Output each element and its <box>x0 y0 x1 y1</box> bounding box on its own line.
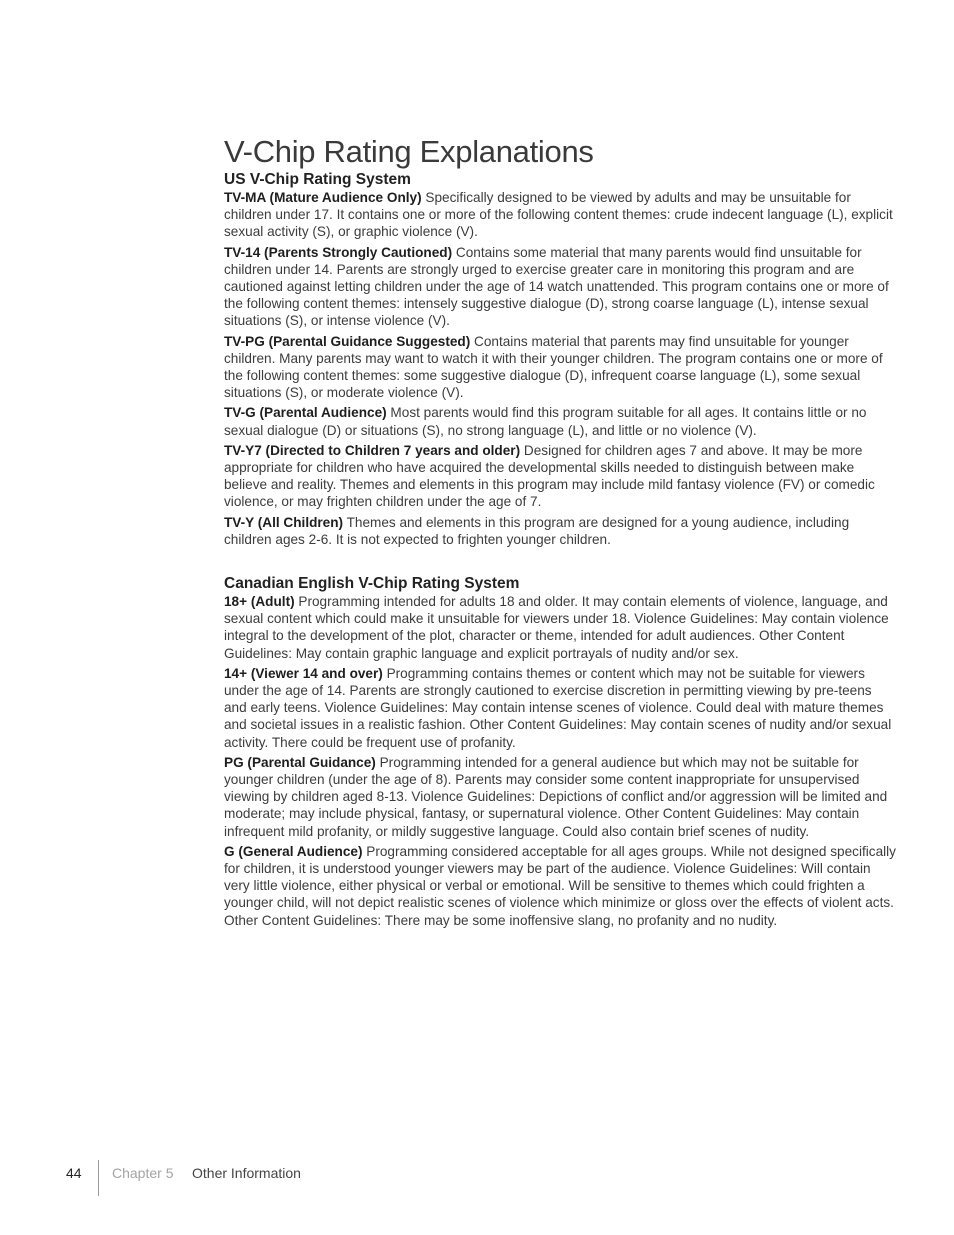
rating-description: Most parents would find this program suitable for all ages. It contains little or no sexual dialogue (D) or situations (S), no strong language (L), and little or no violence (V). <box>224 405 867 438</box>
rating-entry-14-plus <box>224 665 898 751</box>
rating-term: PG (Parental Guidance) <box>224 754 376 770</box>
page-footer <box>0 1160 954 1198</box>
rating-entry-tv-pg <box>224 333 898 402</box>
rating-term: G (General Audience) <box>224 843 363 859</box>
page-title: V-Chip Rating Explanations <box>224 134 594 169</box>
rating-entry-tv-14 <box>224 244 898 330</box>
rating-term: TV-MA (Mature Audience Only) <box>224 190 422 205</box>
us-rating-section <box>224 171 898 551</box>
rating-description: Contains material that parents may find unsuitable for younger children. Many parents may want to watch it with their younger children. The program contains one or more of the following content themes: some suggestive dialogue (D), infrequent coarse language (L), some sexual situations (S), or moderate violence (V). <box>224 333 883 401</box>
rating-entry-18-plus <box>224 593 898 662</box>
rating-term: 14+ (Viewer 14 and over) <box>224 665 383 681</box>
rating-description: Programming intended for a general audience but which may not be suitable for younger children (under the age of 8). Parents may consider some content inappropriate for unsupervised viewing by children aged 8-13. Violence Guidelines: Depictions of conflict and/or aggression will be limited and moderate; may include physical, fantasy, or supernatural violence. Other Content Guidelines: May contain infrequent mild profanity, or mildly suggestive language. Could also contain brief scenes of nudity. <box>224 754 888 839</box>
canadian-section-heading: Canadian English V-Chip Rating System <box>224 575 520 592</box>
rating-term: 18+ (Adult) <box>224 594 295 609</box>
rating-description: Specifically designed to be viewed by adults and may be unsuitable for children under 17. It contains one or more of the following content themes: crude indecent language (L), explicit sexual activity (S), or graphic violence (V). <box>224 190 893 240</box>
rating-term: TV-G (Parental Audience) <box>224 405 387 421</box>
rating-description: Programming contains themes or content which may not be suitable for viewers under the age of 14. Parents are strongly cautioned to exercise discretion in permitting viewing by pre-teens and early teens. Violence Guidelines: May contain intense scenes of violence. Could deal with mature themes and societal issues in a realistic fashion. Other Content Guidelines: May contain scenes of nudity and/or sexual activity. There could be frequent use of profanity. <box>224 665 892 750</box>
chapter-label: Chapter 5 <box>112 1165 174 1181</box>
rating-entry-tv-y7 <box>224 442 898 511</box>
page-number: 44 <box>66 1165 82 1181</box>
rating-description: Contains some material that many parents would find unsuitable for children under 14. Parents are strongly urged to exercise greater care in monitoring this program and are cautioned against letting children under the age of 14 watch unattended. This program contains one or more of the following content themes: intensely suggestive dialogue (D), strong coarse language (L), intense sexual situations (S), or intense violence (V). <box>224 244 889 329</box>
rating-description: Programming considered acceptable for all ages groups. While not designed specifically for children, it is understood younger viewers may be part of the audience. Violence Guidelines: Will contain very little violence, either physical or verbal or emotional. Will be sensitive to themes which could frighten a younger child, will not depict realistic scenes of violence which minimize or gloss over the effects of violent acts. Other Content Guidelines: There may be some inoffensive slang, no profanity and no nudity. <box>224 843 896 928</box>
rating-entry-tv-ma <box>224 189 898 241</box>
rating-description: Programming intended for adults 18 and older. It may contain elements of violence, language, and sexual content which could make it unsuitable for viewers under 18. Violence Guidelines: May contain violence integral to the development of the plot, character or theme, intended for adult audiences. Other Content Guidelines: May contain graphic language and explicit portrayals of nudity and/or sex. <box>224 594 889 661</box>
rating-entry-tv-g <box>224 404 898 438</box>
rating-entry-pg <box>224 754 898 840</box>
rating-entry-g <box>224 843 898 929</box>
rating-term: TV-PG (Parental Guidance Suggested) <box>224 333 471 349</box>
us-section-heading: US V-Chip Rating System <box>224 171 411 188</box>
footer-divider <box>98 1160 99 1196</box>
rating-term: TV-Y (All Children) <box>224 514 344 530</box>
rating-term: TV-14 (Parents Strongly Cautioned) <box>224 244 453 260</box>
rating-description: Themes and elements in this program are designed for a young audience, including children ages 2-6. It is not expected to frighten younger children. <box>224 514 850 547</box>
rating-description: Designed for children ages 7 and above. It may be more appropriate for children who have acquired the developmental skills needed to distinguish between make believe and reality. Themes and elements in this program may include mild fantasy violence (FV) or comedic violence, or may frighten children under the age of 7. <box>224 442 875 510</box>
canadian-rating-section <box>224 575 898 932</box>
rating-entry-tv-y <box>224 514 898 548</box>
rating-term: TV-Y7 (Directed to Children 7 years and older) <box>224 442 521 458</box>
chapter-title: Other Information <box>192 1165 301 1181</box>
